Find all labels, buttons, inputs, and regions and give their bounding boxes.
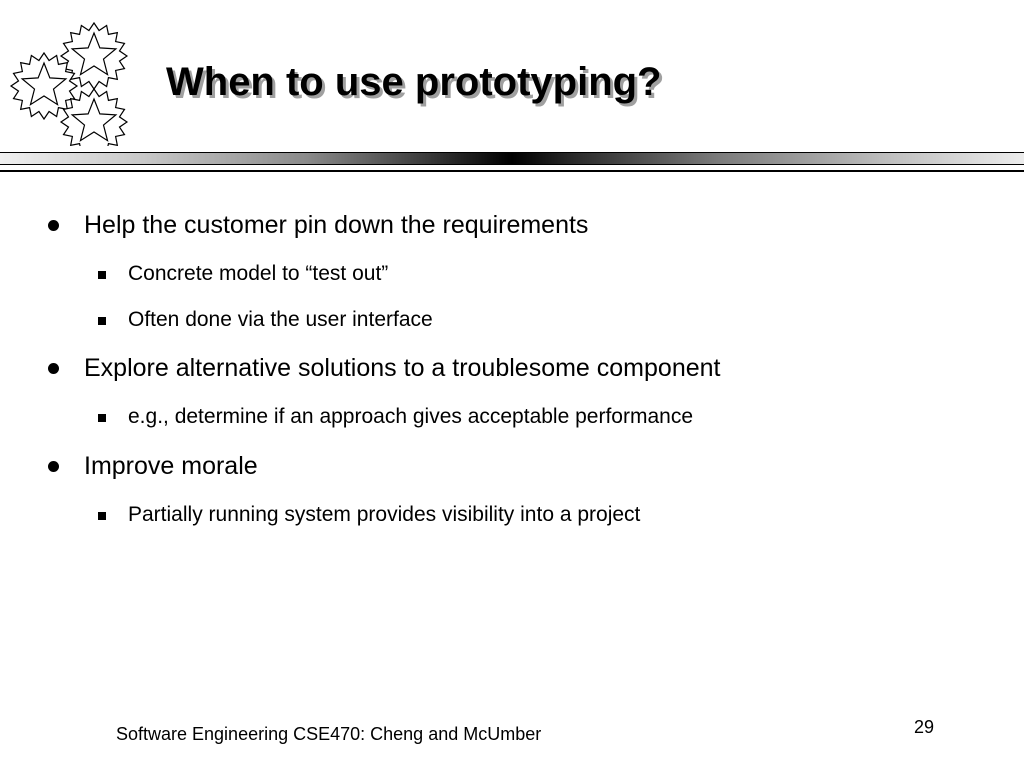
bullet-text: Help the customer pin down the requirements	[84, 211, 589, 239]
sub-bullet-text: Concrete model to “test out”	[128, 262, 389, 285]
slide-title: When to use prototyping?	[166, 60, 662, 104]
title-divider-gradient	[0, 152, 1024, 165]
page-number: 29	[914, 717, 935, 737]
round-bullet-icon	[48, 363, 59, 374]
bullet-item	[84, 353, 720, 383]
square-bullet-icon	[98, 512, 106, 520]
square-bullet-icon	[98, 317, 106, 325]
round-bullet-icon	[48, 461, 59, 472]
sub-bullet-item	[128, 404, 693, 430]
square-bullet-icon	[98, 271, 106, 279]
bullet-item	[84, 210, 588, 240]
sub-bullet-text: e.g., determine if an approach gives acceptable performance	[128, 405, 694, 428]
square-bullet-icon	[98, 414, 106, 422]
slide-footer: Software Engineering CSE470: Cheng and McUmber	[116, 724, 542, 744]
round-bullet-icon	[48, 220, 59, 231]
sub-bullet-text: Partially running system provides visibility into a project	[128, 503, 641, 526]
sub-bullet-item	[128, 502, 640, 528]
sub-bullet-text: Often done via the user interface	[128, 308, 433, 331]
title-divider-line	[0, 170, 1024, 172]
bullet-text: Explore alternative solutions to a troublesome component	[84, 354, 721, 382]
bullet-text: Improve morale	[84, 452, 258, 480]
stars-logo-icon	[6, 14, 132, 146]
sub-bullet-item	[128, 261, 388, 287]
sub-bullet-item	[128, 307, 433, 333]
bullet-item	[84, 451, 258, 481]
